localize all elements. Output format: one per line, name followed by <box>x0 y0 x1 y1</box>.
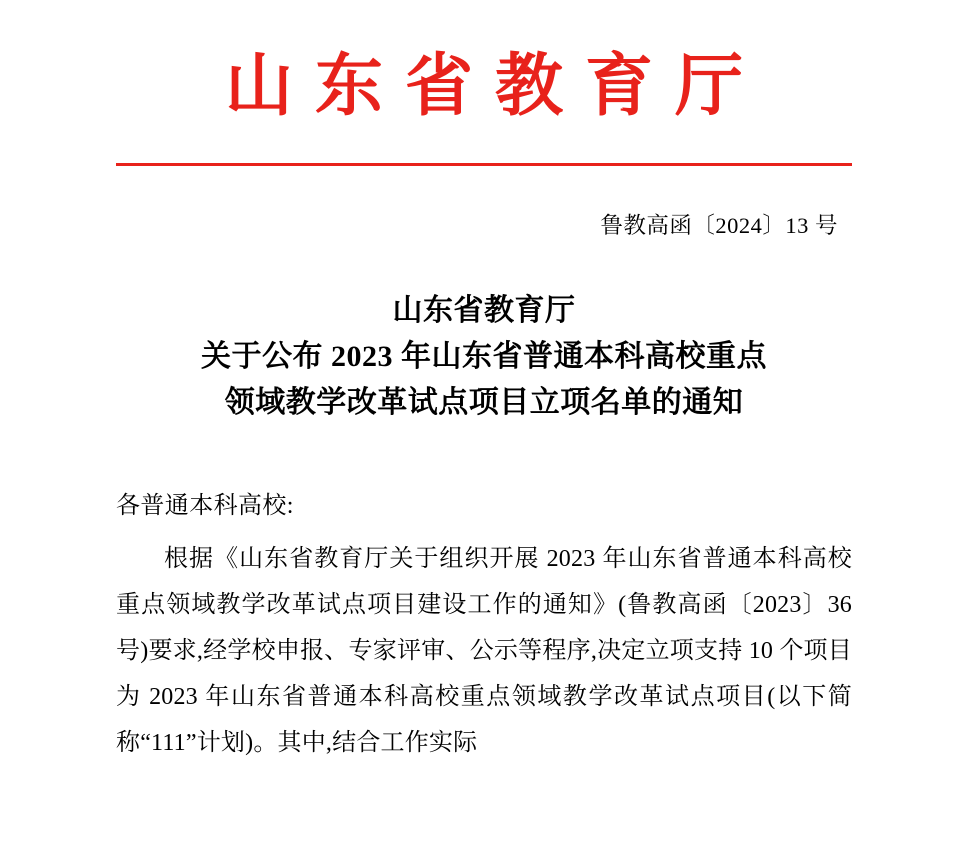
letterhead-title: 山东省教育厅 <box>224 48 765 124</box>
document-title <box>116 288 852 425</box>
body-paragraph: 根据《山东省教育厅关于组织开展 2023 年山东省普通本科高校重点领域教学改革试点项目建设工作的通知》(鲁教高函〔2023〕36 号)要求,经学校申报、专家评审、公示等程序,决定立项支持 10 个项目为 2023 年山东省普通本科高校重点领域教学改革试点项目(以下简称“111”计划)。其中,结合工作实际 <box>116 546 852 757</box>
document-page <box>0 48 968 843</box>
document-number: 鲁教高函〔2024〕13 号 <box>600 213 838 239</box>
document-title-line-2: 关于公布 2023 年山东省普通本科高校重点 <box>201 339 767 373</box>
red-horizontal-rule <box>116 163 852 166</box>
document-title-line-3: 领域教学改革试点项目立项名单的通知 <box>224 385 744 419</box>
document-title-line-1: 山东省教育厅 <box>392 294 576 328</box>
letterhead <box>116 48 852 124</box>
salutation: 各普通本科高校: <box>116 493 294 520</box>
